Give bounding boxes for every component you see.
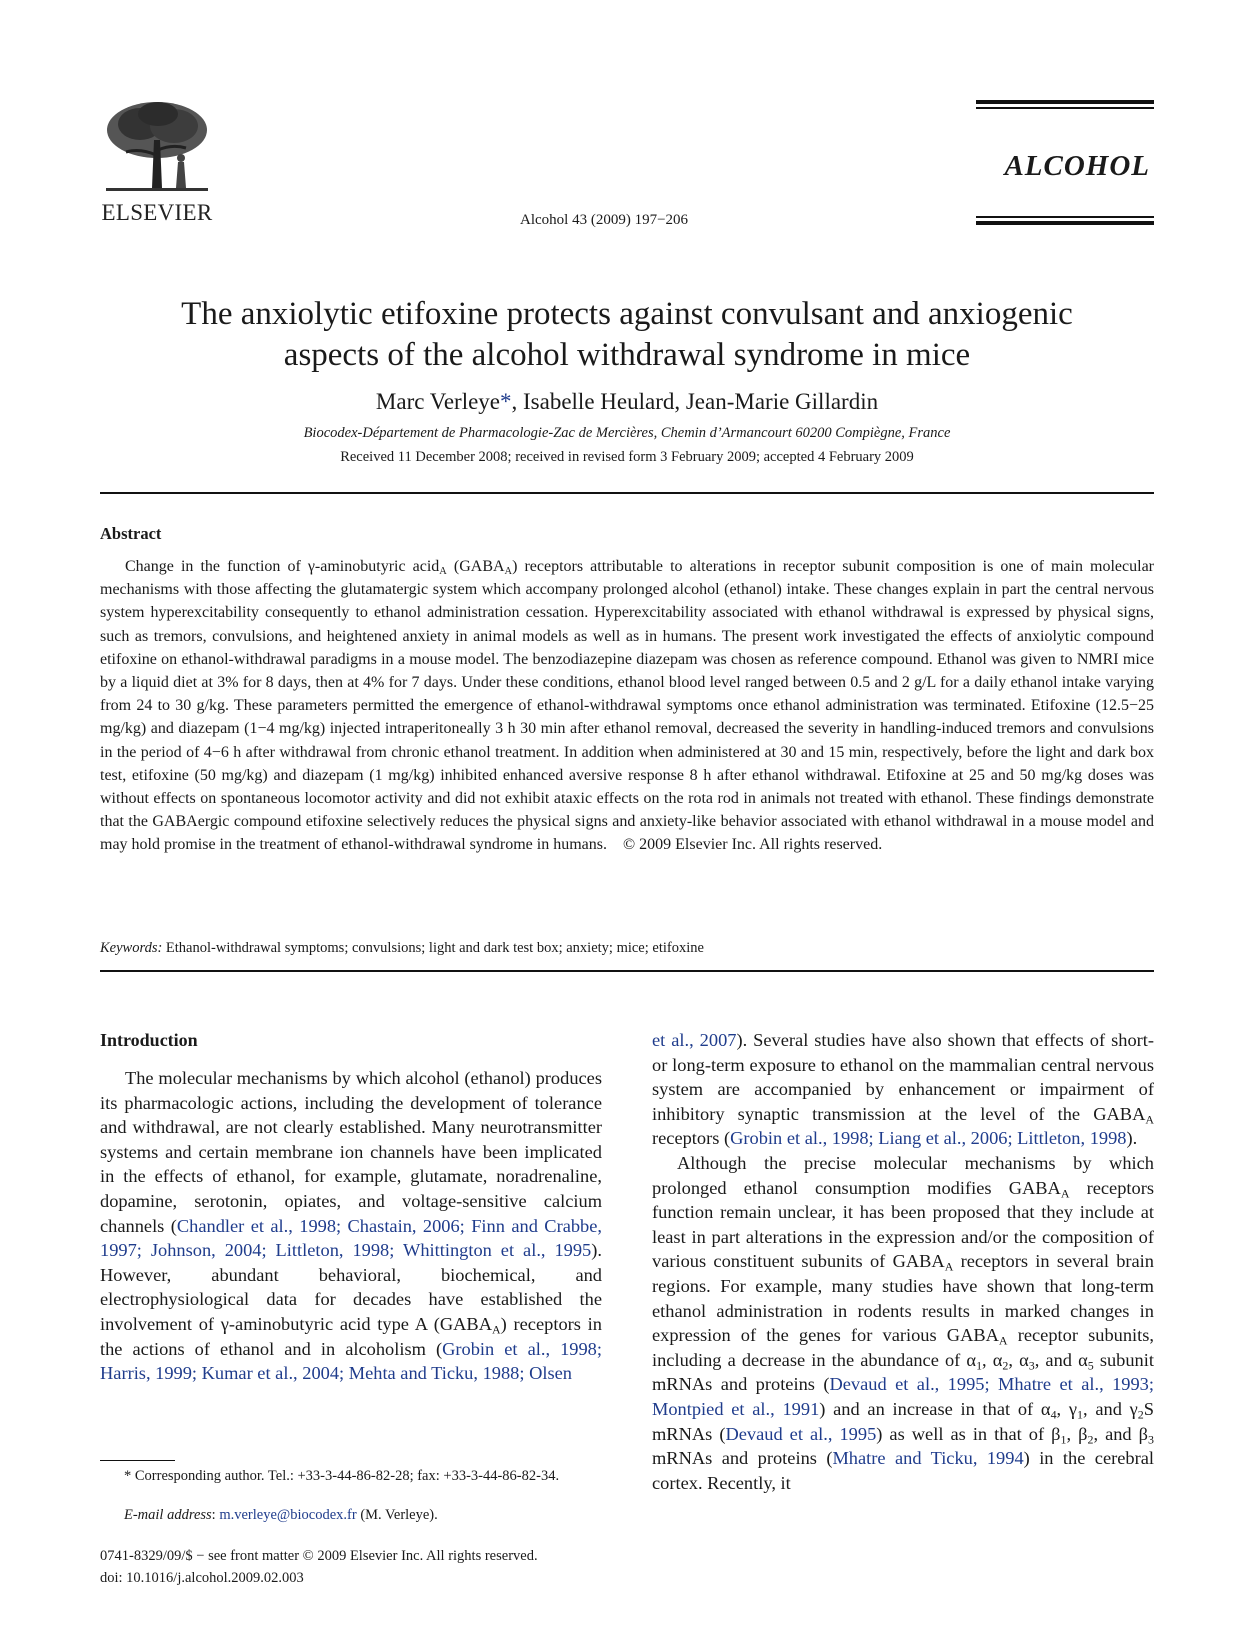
subscript: 1 bbox=[1060, 1432, 1067, 1447]
subscript: A bbox=[439, 566, 447, 578]
masthead-rule-bottom bbox=[976, 221, 1154, 225]
email-suffix: (M. Verleye). bbox=[356, 1507, 438, 1523]
doi: doi: 10.1016/j.alcohol.2009.02.003 bbox=[100, 1570, 304, 1586]
paragraph bbox=[652, 1151, 1154, 1495]
abstract-heading: Abstract bbox=[100, 524, 162, 543]
masthead-rule-top-thin bbox=[976, 107, 1154, 109]
subscript: A bbox=[998, 1333, 1008, 1348]
publisher-logo bbox=[100, 100, 214, 225]
text-run: The molecular mechanisms by which alcohol (ethanol) produces its pharmacologic actions, including the development of tolerance and withdrawal, are not clearly established. Many neurotransmitter systems and certain membrane ion channels have been implicated in the effects of ethanol, for example, glutamate, noradrenaline, dopamine, serotonin, opiates, and voltage-sensitive calcium channels ( bbox=[100, 1068, 602, 1236]
corresponding-author-link[interactable]: * bbox=[500, 389, 512, 414]
subscript: 3 bbox=[1028, 1358, 1035, 1373]
text-run: , α bbox=[982, 1349, 1003, 1370]
received-dates: Received 11 December 2008; received in revised form 3 February 2009; accepted 4 February 2009 bbox=[340, 449, 914, 465]
subscript: A bbox=[491, 1322, 501, 1337]
text-run: , γ bbox=[1056, 1398, 1078, 1419]
masthead-rule-bottom-thin bbox=[976, 216, 1154, 218]
journal-citation: Alcohol 43 (2009) 197−206 bbox=[520, 212, 689, 228]
subscript: 2 bbox=[1137, 1407, 1144, 1422]
text-run: receptors ( bbox=[652, 1128, 731, 1149]
front-matter-notice: 0741-8329/09/$ − see front matter © 2009 Elsevier Inc. All rights reserved. bbox=[100, 1548, 538, 1564]
tree-logo-icon bbox=[100, 100, 214, 196]
subscript: A bbox=[504, 566, 513, 578]
paragraph bbox=[652, 1028, 1154, 1151]
divider-top bbox=[100, 492, 1154, 494]
text-run: ) receptors in the actions of ethanol and in alcoholism ( bbox=[100, 1313, 602, 1359]
email-label: E-mail address bbox=[124, 1507, 212, 1523]
title-line-1: The anxiolytic etifoxine protects against convulsant and anxiogenic bbox=[181, 296, 1073, 332]
text-run: , α bbox=[1008, 1349, 1029, 1370]
text-run: Although the precise molecular mechanisms by which prolonged ethanol consumption modifies GABA bbox=[652, 1152, 1154, 1198]
citation-link[interactable]: Devaud et al., 1995 bbox=[725, 1423, 877, 1444]
text-run: , β bbox=[1066, 1423, 1088, 1444]
footnote-email bbox=[124, 1507, 438, 1524]
subscript: A bbox=[1145, 1112, 1154, 1127]
masthead-rule-top bbox=[976, 100, 1154, 104]
email-separator: : bbox=[211, 1507, 220, 1523]
text-run: ) in the cerebral cortex. Recently, it bbox=[652, 1448, 1154, 1493]
text-run: , and α bbox=[1034, 1349, 1088, 1370]
divider-bottom bbox=[100, 970, 1154, 972]
subscript: 1 bbox=[1077, 1407, 1083, 1422]
journal-name: ALCOHOL bbox=[1004, 150, 1150, 182]
text-run: , and γ bbox=[1083, 1398, 1138, 1419]
text-run: ) as well as in that of β bbox=[876, 1423, 1061, 1444]
author-name: Marc Verleye bbox=[375, 389, 501, 414]
column-left bbox=[100, 1066, 602, 1386]
text-run: receptors function remain unclear, it has been proposed that they include at least in part alterations in the expression and/or the composition of various constituent subunits of GABA bbox=[652, 1177, 1155, 1272]
citation-link[interactable]: et al., 2007 bbox=[652, 1030, 737, 1050]
section-heading-introduction: Introduction bbox=[100, 1030, 198, 1050]
journal-masthead bbox=[976, 100, 1154, 228]
text-run: receptor subunits, including a decrease in the abundance of α bbox=[652, 1325, 1155, 1370]
authors-rest: , Isabelle Heulard, Jean-Marie Gillardin bbox=[511, 389, 879, 414]
title-line-2: aspects of the alcohol withdrawal syndrome in mice bbox=[283, 337, 971, 373]
article-title bbox=[100, 294, 1154, 376]
subscript: A bbox=[1060, 1186, 1070, 1201]
subscript: 2 bbox=[1002, 1358, 1009, 1373]
subscript: 3 bbox=[1148, 1432, 1154, 1447]
text-run: ). However, abundant behavioral, biochemical, and electrophysiological data for decades have established the involvement of γ-aminobutyric acid type A (GABA bbox=[100, 1240, 602, 1334]
publisher-name: ELSEVIER bbox=[101, 200, 213, 225]
affiliation: Biocodex-Département de Pharmacologie-Zac de Mercières, Chemin d’Armancourt 60200 Compiègne, France bbox=[303, 425, 951, 441]
citation-link[interactable]: Devaud et al., 1995; Mhatre et al., 1993; Montpied et al., 1991 bbox=[652, 1374, 1154, 1419]
copyright-notice: © 2009 Elsevier Inc. All rights reserved. bbox=[623, 836, 883, 854]
keywords bbox=[100, 940, 1154, 957]
keywords-label: Keywords: bbox=[100, 940, 163, 956]
abstract-text bbox=[100, 555, 1154, 857]
footnote-rule bbox=[100, 1460, 175, 1461]
text-run: S mRNAs ( bbox=[652, 1398, 1154, 1444]
citation-link[interactable]: Grobin et al., 1998; Harris, 1999; Kumar et al., 2004; Mehta and Ticku, 1988; Olsen bbox=[100, 1338, 602, 1384]
citation-link[interactable]: Mhatre and Ticku, 1994 bbox=[832, 1448, 1024, 1469]
email-link[interactable]: m.verleye@biocodex.fr bbox=[219, 1507, 357, 1523]
subscript: 1 bbox=[976, 1358, 983, 1373]
subscript: A bbox=[944, 1259, 954, 1274]
footnote-corresponding-author: * Corresponding author. Tel.: +33-3-44-86-82-28; fax: +33-3-44-86-82-34. bbox=[124, 1468, 560, 1484]
subscript: 4 bbox=[1050, 1407, 1057, 1422]
authors bbox=[100, 389, 1154, 415]
text-run: ) and an increase in that of α bbox=[819, 1398, 1051, 1419]
citation-link[interactable]: Grobin et al., 1998; Liang et al., 2006; Littleton, 1998 bbox=[730, 1128, 1127, 1149]
text-run: ). Several studies have also shown that effects of short- or long-term exposure to ethanol on the mammalian central nervous system are accompanied by enhancement or impairment of inhibitory synaptic transmission at the level of the GABA bbox=[652, 1030, 1154, 1124]
text-run: receptors in several brain regions. For example, many studies have shown that long-term ethanol administration in rodents results in marked changes in expression of the genes for various GABA bbox=[652, 1251, 1154, 1346]
citation-link[interactable]: Chandler et al., 1998; Chastain, 2006; Finn and Crabbe, 1997; Johnson, 2004; Littleton, 1998; Whittington et al., 1995 bbox=[100, 1215, 603, 1261]
column-right bbox=[652, 1028, 1154, 1495]
subscript: 2 bbox=[1087, 1432, 1094, 1447]
abstract-text-part: ) receptors attributable to alterations in receptor subunit composition is one of main molecular mechanisms with those affecting the glutamatergic system which accompany prolonged alcohol (ethanol) intake. These changes explain in part the central nervous system hyperexcitability consequently to ethanol administration cessation. Hyperexcitability associated with ethanol withdrawal is expressed by physical signs, such as tremors, convulsions, and heightened anxiety in animal models as well as in humans. The present work investigated the effects of anxiolytic compound etifoxine on ethanol-withdrawal paradigms in a mouse model. The benzodiazepine diazepam was chosen as reference compound. Ethanol was given to NMRI mice by a liquid diet at 3% for 8 days, then at 4% for 7 days. Under these conditions, ethanol blood level ranged between 0.5 and 2 g/L for a daily ethanol intake varying from 24 to 30 g/kg. These parameters permitted the emergence of ethanol-withdrawal symptoms once ethanol administration was terminated. Etifoxine (12.5−25 mg/kg) and diazepam (1−4 mg/kg) injected intraperitoneally 3 h 30 min after ethanol removal, decreased the severity in handling-induced tremors and convulsions in the period of 4−6 h after withdrawal from chronic ethanol treatment. In addition when administered at 30 and 15 min, respectively, before the light and dark box test, etifoxine (50 mg/kg) and diazepam (1 mg/kg) inhibited enhanced aversive response 8 h after ethanol withdrawal. Etifoxine at 25 and 50 mg/kg doses was without effects on spontaneous locomotor activity and did not exhibit ataxic effects on the rota rod in animals not treated with ethanol. These findings demonstrate that the GABAergic compound etifoxine selectively reduces the physical signs and anxiety-like behavior associated with ethanol withdrawal in a mouse model and may hold promise in the treatment of ethanol-withdrawal syndrome in humans. bbox=[100, 558, 1155, 854]
keywords-list: Ethanol-withdrawal symptoms; convulsions; light and dark test box; anxiety; mice; etifoxine bbox=[165, 940, 704, 956]
text-run: subunit mRNAs and proteins ( bbox=[652, 1349, 1154, 1395]
subscript: 5 bbox=[1087, 1358, 1094, 1373]
text-run: , and β bbox=[1093, 1423, 1149, 1444]
abstract-text-part: (GABA bbox=[446, 558, 505, 575]
paragraph bbox=[100, 1066, 602, 1386]
text-run: mRNAs and proteins ( bbox=[652, 1448, 833, 1469]
abstract-text-part: Change in the function of γ-aminobutyric acid bbox=[125, 558, 440, 575]
text-run: ). bbox=[1126, 1128, 1138, 1149]
